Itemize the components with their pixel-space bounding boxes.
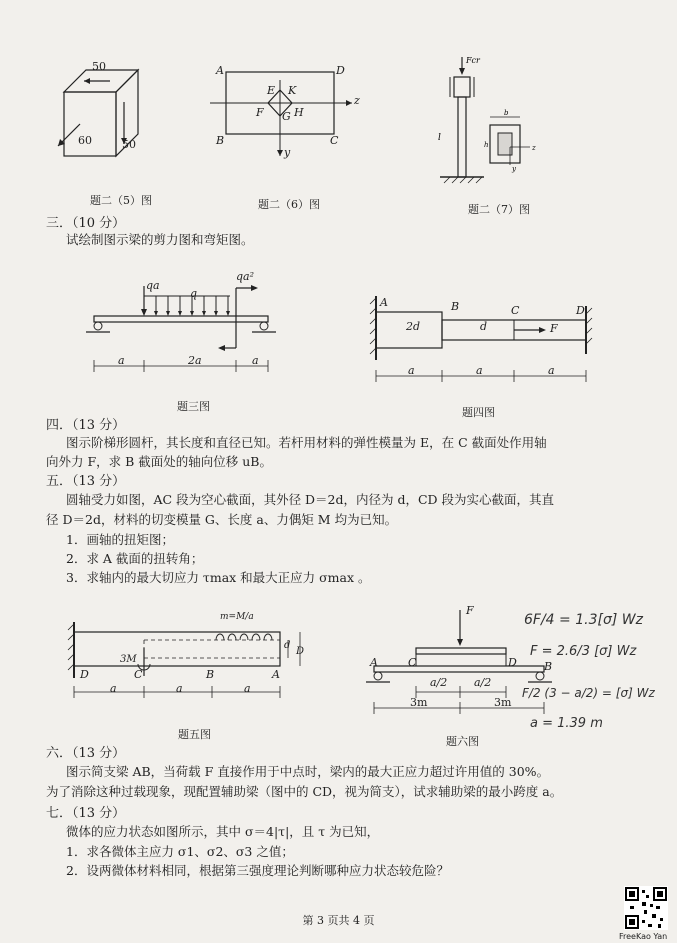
figure-3 <box>80 268 290 388</box>
f3-dim-3: a <box>252 354 259 367</box>
f25-caption: 题二（5）图 <box>90 194 152 207</box>
f6-label-c: C <box>408 656 417 669</box>
f5-label-3m: 3M <box>120 654 137 665</box>
s5-question-1: 1．画轴的扭矩图； <box>66 532 174 547</box>
f4-label-a: A <box>380 296 388 309</box>
f26-label-c: C <box>330 134 339 147</box>
f26-label-d: D <box>336 64 345 77</box>
figure-2-7 <box>400 55 560 200</box>
f5-point-c: C <box>134 668 143 681</box>
svg-text:Fcr: Fcr <box>466 56 480 65</box>
f5-dim-2: a <box>176 682 183 695</box>
s7-question-1: 1．求各微体主应力 σ1、σ2、σ3 之值； <box>66 844 294 859</box>
f6-dim-1: 3m <box>410 696 428 709</box>
f25-top-value: 50 <box>92 60 106 73</box>
f26-label-k: K <box>288 84 297 97</box>
f5-point-d: D <box>80 668 89 681</box>
s7-title: 七．（13 分） <box>46 806 126 821</box>
s6-body-2: 为了消除这种过载现象，现配置辅助梁（图中的 CD，视为简支），试求辅助梁的最小跨度 a。 <box>46 784 563 799</box>
f5-point-b: B <box>206 668 215 681</box>
f3-dim-1: a <box>118 354 125 367</box>
svg-text:l: l <box>438 133 441 143</box>
brand-label: FreeKao Yan <box>619 932 668 941</box>
f26-label-a: A <box>216 64 224 77</box>
f6-half-a-left: a/2 <box>430 676 448 689</box>
f27-caption: 题二（7）图 <box>468 203 530 216</box>
f5-label-outer-d: D <box>296 646 305 657</box>
f6-half-a-right: a/2 <box>474 676 492 689</box>
f26-label-z: z <box>354 94 360 107</box>
figure-2-5 <box>50 62 160 162</box>
f5-label-m: m=M/a <box>220 612 254 622</box>
handwriting-line-1: 6F/4 = 1.3[σ] Wz <box>524 612 643 628</box>
svg-text:b: b <box>504 109 509 117</box>
f5-dim-1: a <box>110 682 117 695</box>
f26-label-f: F <box>256 106 264 119</box>
f6-caption: 题六图 <box>446 735 479 748</box>
f6-dim-2: 3m <box>494 696 512 709</box>
f5-caption: 题五图 <box>178 728 211 741</box>
f25-left-value: 60 <box>78 134 92 147</box>
handwriting-line-4: a = 1.39 m <box>530 716 603 731</box>
f5-dim-3: a <box>244 682 251 695</box>
f4-label-c: C <box>511 304 520 317</box>
handwriting-line-2: F = 2.6/3 [σ] Wz <box>530 644 637 659</box>
s7-question-2: 2．设两微体材料相同，根据第三强度理论判断哪种应力状态较危险？ <box>66 863 449 878</box>
f26-label-g: G <box>282 110 291 123</box>
f4-dim-1: a <box>408 364 415 377</box>
f26-label-e: E <box>267 84 276 97</box>
f5-point-a: A <box>272 668 280 681</box>
f25-right-value: 50 <box>122 138 136 151</box>
f4-label-f: F <box>550 322 558 335</box>
f5-label-d: d <box>284 640 291 651</box>
f4-label-2d: 2d <box>406 320 421 333</box>
s5-question-2: 2．求 A 截面的扭转角； <box>66 551 204 566</box>
f4-label-d-small: d <box>480 320 488 333</box>
s6-body-1: 图示简支梁 AB，当荷载 F 直接作用于中点时，梁内的最大正应力超过许用值的 30%。 <box>66 764 550 779</box>
f4-label-d: D <box>576 304 585 317</box>
s4-body-2: 向外力 F，求 B 截面处的轴向位移 uB。 <box>46 454 272 469</box>
s3-title: 三．（10 分） <box>46 216 126 231</box>
f6-label-a: A <box>370 656 378 669</box>
page-number: 第 3 页共 4 页 <box>302 914 375 927</box>
f3-load-qa2: qa² <box>236 270 255 283</box>
f3-load-qa: qa <box>146 279 160 292</box>
f3-caption: 题三图 <box>177 400 210 413</box>
f6-label-d: D <box>508 656 517 669</box>
f4-caption: 题四图 <box>462 406 495 419</box>
f3-dim-2: 2a <box>188 354 202 367</box>
s6-title: 六．（13 分） <box>46 746 126 761</box>
svg-text:z: z <box>532 144 536 152</box>
s7-body: 微体的应力状态如图所示，其中 σ＝4|τ|，且 τ 为已知， <box>66 824 380 839</box>
s4-title: 四．（13 分） <box>46 418 126 433</box>
s4-body-1: 图示阶梯形圆杆，其长度和直径已知。若杆用材料的弹性模量为 E，在 C 截面处作用轴 <box>66 435 547 450</box>
s5-body-1: 圆轴受力如图，AC 段为空心截面，其外径 D＝2d，内径为 d，CD 段为实心截面，其直 <box>66 492 555 507</box>
s5-title: 五．（13 分） <box>46 474 126 489</box>
f26-caption: 题二（6）图 <box>258 198 320 211</box>
f4-dim-3: a <box>548 364 555 377</box>
f26-label-y: y <box>284 146 291 159</box>
f26-label-h: H <box>294 106 304 119</box>
f26-label-b: B <box>216 134 225 147</box>
f6-label-f: F <box>466 604 474 617</box>
f3-load-q: q <box>190 287 198 300</box>
handwriting-line-3: F/2 (3 − a/2) = [σ] Wz <box>522 686 655 700</box>
s5-body-2: 径 D＝2d，材料的切变模量 G、长度 a、力偶矩 M 均为已知。 <box>46 512 398 527</box>
svg-text:y: y <box>512 165 516 173</box>
svg-text:h: h <box>484 141 489 149</box>
f4-dim-2: a <box>476 364 483 377</box>
f6-label-b: B <box>544 660 553 673</box>
f4-label-b: B <box>451 300 460 313</box>
s5-question-3: 3．求轴内的最大切应力 τmax 和最大正应力 σmax 。 <box>66 570 371 585</box>
figure-5 <box>66 618 306 718</box>
s3-body: 试绘制图示梁的剪力图和弯矩图。 <box>66 232 254 247</box>
